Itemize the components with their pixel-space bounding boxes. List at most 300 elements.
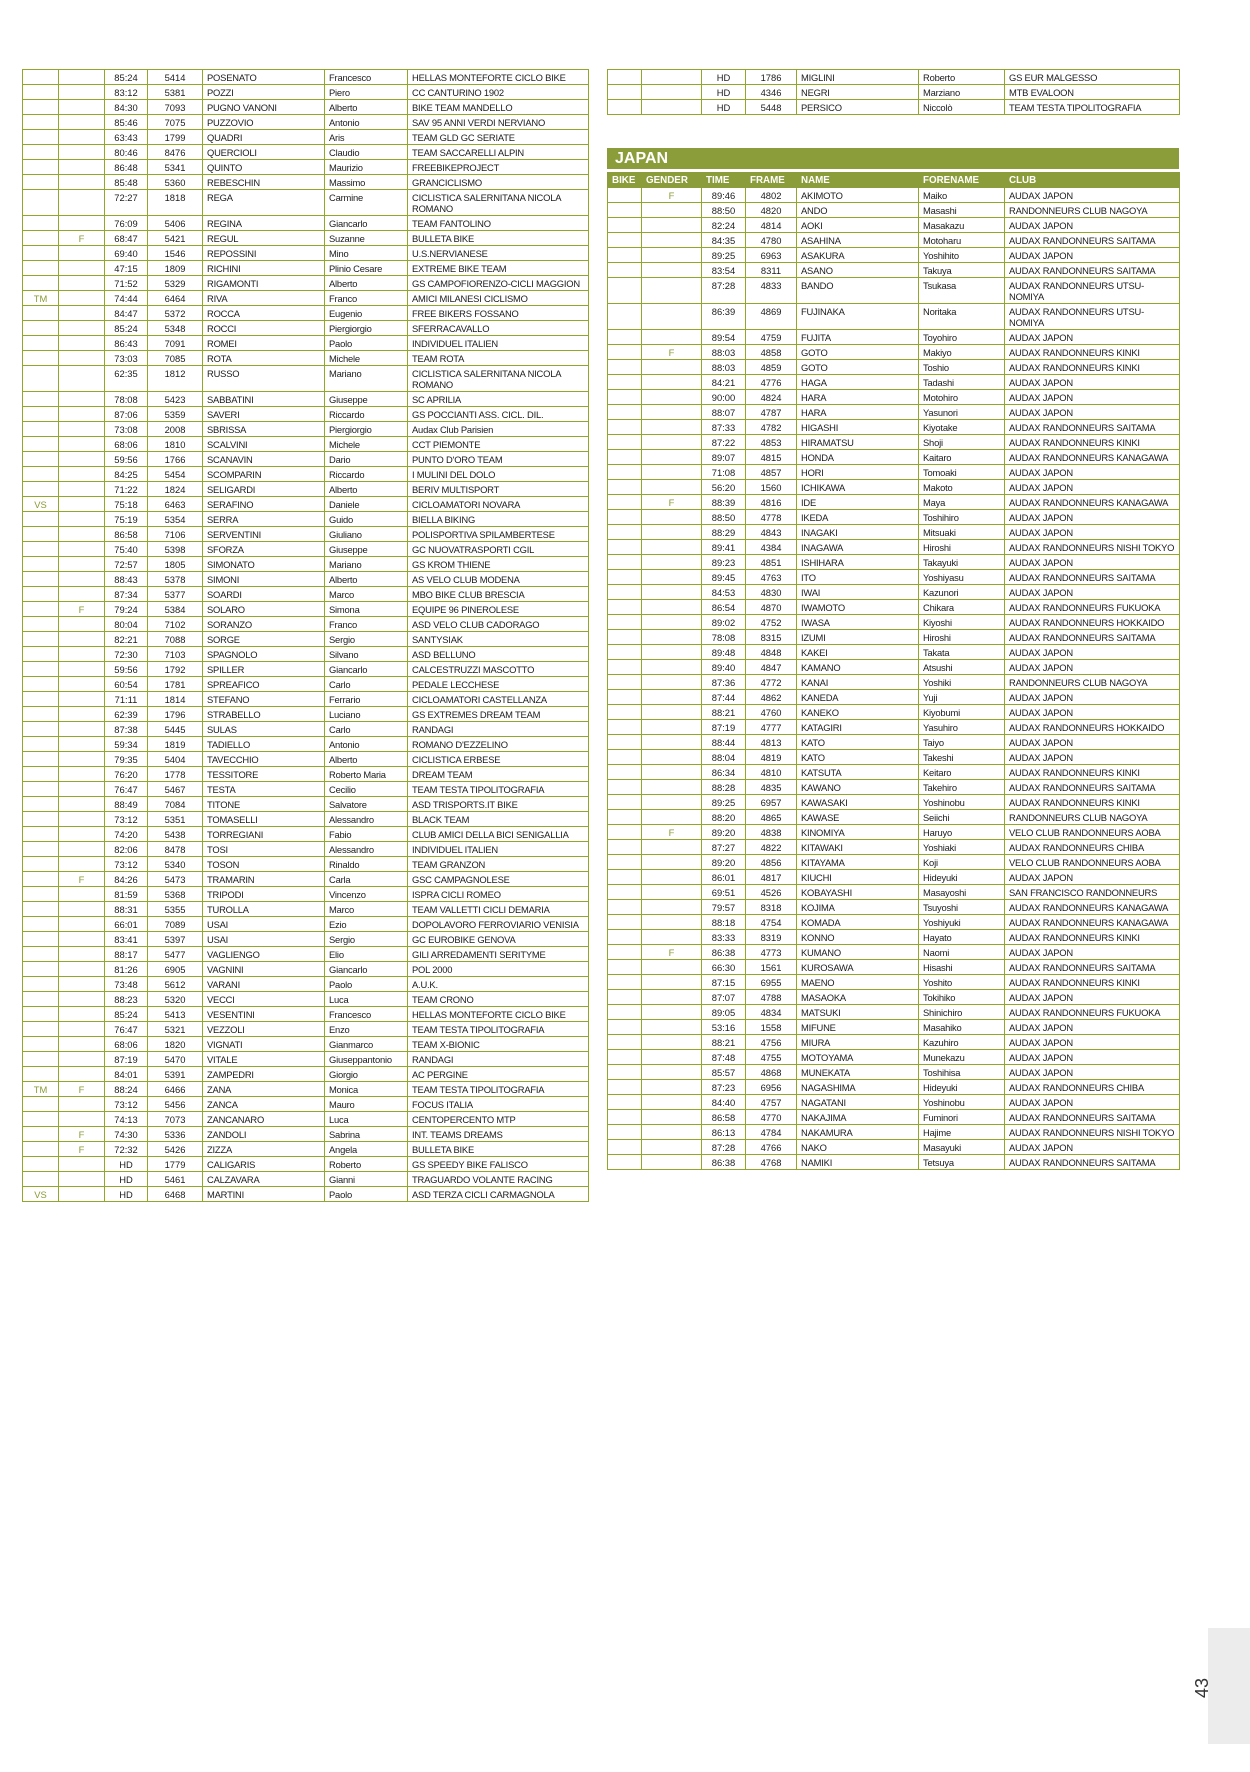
cell-frame: 1766 (148, 452, 203, 467)
cell-name: CALZAVARA (203, 1172, 325, 1187)
cell-forename: Claudio (325, 145, 408, 160)
cell-frame: 6466 (148, 1082, 203, 1097)
table-row (608, 330, 1180, 345)
table-row (23, 497, 589, 512)
cell-forename: Keitaro (919, 765, 1005, 780)
cell-club: TEAM TESTA TIPOLITOGRAFIA (408, 1022, 589, 1037)
cell-forename: Niccolò (919, 100, 1005, 115)
cell-forename: Angela (325, 1142, 408, 1157)
cell-name: TAVECCHIO (203, 752, 325, 767)
cell-frame: 5473 (148, 872, 203, 887)
cell-frame: 8318 (746, 900, 797, 915)
cell-frame: 4856 (746, 855, 797, 870)
table-row (23, 231, 589, 246)
table-row (23, 662, 589, 677)
cell-bike (23, 276, 59, 291)
table-row (23, 1067, 589, 1082)
table-row (23, 722, 589, 737)
cell-name: KAMANO (797, 660, 919, 675)
table-row (23, 130, 589, 145)
table-row (23, 216, 589, 231)
cell-club: CLUB AMICI DELLA BICI SENIGALLIA (408, 827, 589, 842)
cell-time: 87:28 (702, 1140, 746, 1155)
cell-gender (642, 1110, 702, 1125)
cell-gender (642, 100, 702, 115)
cell-name: SCALVINI (203, 437, 325, 452)
cell-gender (59, 857, 105, 872)
cell-time: 86:13 (702, 1125, 746, 1140)
cell-forename: Toshihisa (919, 1065, 1005, 1080)
cell-club: GS KROM THIENE (408, 557, 589, 572)
cell-name: POZZI (203, 85, 325, 100)
cell-time: 85:24 (105, 1007, 148, 1022)
cell-bike (23, 1127, 59, 1142)
cell-bike (608, 1065, 642, 1080)
cell-name: SORANZO (203, 617, 325, 632)
table-row (23, 246, 589, 261)
cell-bike (23, 145, 59, 160)
cell-bike (608, 1035, 642, 1050)
cell-club: ISPRA CICLI ROMEO (408, 887, 589, 902)
cell-gender (642, 1035, 702, 1050)
cell-frame: 4820 (746, 203, 797, 218)
cell-frame: 7102 (148, 617, 203, 632)
cell-name: ZIZZA (203, 1142, 325, 1157)
cell-frame: 5360 (148, 175, 203, 190)
cell-name: ZANCA (203, 1097, 325, 1112)
cell-bike (23, 767, 59, 782)
cell-club: INDIVIDUEL ITALIEN (408, 842, 589, 857)
cell-forename: Rinaldo (325, 857, 408, 872)
table-row (23, 175, 589, 190)
cell-frame: 4759 (746, 330, 797, 345)
cell-frame: 1560 (746, 480, 797, 495)
cell-name: MUNEKATA (797, 1065, 919, 1080)
cell-frame: 7085 (148, 351, 203, 366)
cell-frame: 6468 (148, 1187, 203, 1202)
cell-gender (59, 542, 105, 557)
cell-time: 89:25 (702, 795, 746, 810)
table-row (23, 115, 589, 130)
table-row (23, 917, 589, 932)
cell-frame: 4760 (746, 705, 797, 720)
cell-forename: Alberto (325, 482, 408, 497)
cell-bike (608, 960, 642, 975)
table-row (23, 1052, 589, 1067)
cell-name: TOMASELLI (203, 812, 325, 827)
cell-bike (608, 420, 642, 435)
cell-gender (642, 1140, 702, 1155)
cell-name: REGINA (203, 216, 325, 231)
cell-frame: 4833 (746, 278, 797, 304)
cell-bike (23, 842, 59, 857)
cell-name: KOMADA (797, 915, 919, 930)
cell-bike (23, 752, 59, 767)
table-row (608, 945, 1180, 960)
cell-frame: 7089 (148, 917, 203, 932)
cell-gender (59, 587, 105, 602)
cell-name: REGA (203, 190, 325, 216)
cell-bike (23, 366, 59, 392)
cell-forename: Carmine (325, 190, 408, 216)
cell-frame: 4858 (746, 345, 797, 360)
cell-frame: 6955 (746, 975, 797, 990)
cell-gender (642, 70, 702, 85)
cell-time: 83:12 (105, 85, 148, 100)
table-row (608, 1140, 1180, 1155)
table-row (23, 827, 589, 842)
cell-frame: 1792 (148, 662, 203, 677)
cell-time: 71:22 (105, 482, 148, 497)
cell-name: FUJINAKA (797, 304, 919, 330)
cell-time: 84:26 (105, 872, 148, 887)
cell-club: AUDAX JAPON (1005, 1140, 1180, 1155)
cell-time: 59:34 (105, 737, 148, 752)
cell-frame: 4838 (746, 825, 797, 840)
cell-frame: 4763 (746, 570, 797, 585)
cell-forename: Marziano (919, 85, 1005, 100)
table-row (608, 930, 1180, 945)
cell-forename: Mitsuaki (919, 525, 1005, 540)
cell-frame: 8476 (148, 145, 203, 160)
cell-name: SOARDI (203, 587, 325, 602)
table-row (608, 345, 1180, 360)
cell-frame: 5351 (148, 812, 203, 827)
cell-name: REBESCHIN (203, 175, 325, 190)
table-row (23, 932, 589, 947)
cell-name: MIURA (797, 1035, 919, 1050)
table-row (608, 750, 1180, 765)
cell-frame: 4822 (746, 840, 797, 855)
table-row (608, 525, 1180, 540)
cell-time: 88:07 (702, 405, 746, 420)
cell-frame: 4853 (746, 435, 797, 450)
cell-bike (23, 392, 59, 407)
cell-club: TEAM TESTA TIPOLITOGRAFIA (408, 1082, 589, 1097)
cell-gender: F (59, 1127, 105, 1142)
cell-gender (642, 510, 702, 525)
cell-forename: Hiroshi (919, 540, 1005, 555)
cell-forename: Yoshiki (919, 675, 1005, 690)
cell-time: 88:28 (702, 780, 746, 795)
cell-forename: Yasunori (919, 405, 1005, 420)
cell-name: KANAI (797, 675, 919, 690)
cell-time: 83:41 (105, 932, 148, 947)
cell-frame: 1558 (746, 1020, 797, 1035)
cell-gender (59, 557, 105, 572)
cell-club: AUDAX RANDONNEURS FUKUOKA (1005, 1005, 1180, 1020)
cell-bike (608, 248, 642, 263)
cell-bike (23, 1022, 59, 1037)
cell-name: MASAOKA (797, 990, 919, 1005)
cell-name: QUADRI (203, 130, 325, 145)
cell-frame: 7093 (148, 100, 203, 115)
cell-club: EXTREME BIKE TEAM (408, 261, 589, 276)
cell-bike (23, 617, 59, 632)
cell-time: 89:45 (702, 570, 746, 585)
cell-name: ZANA (203, 1082, 325, 1097)
cell-time: 72:27 (105, 190, 148, 216)
table-row (23, 647, 589, 662)
cell-club: GSC CAMPAGNOLESE (408, 872, 589, 887)
cell-name: IWAI (797, 585, 919, 600)
cell-gender (59, 422, 105, 437)
cell-forename: Yoshiyuki (919, 915, 1005, 930)
cell-gender (642, 870, 702, 885)
cell-gender (642, 900, 702, 915)
cell-time: 63:43 (105, 130, 148, 145)
cell-time: 76:20 (105, 767, 148, 782)
cell-club: AUDAX RANDONNEURS SAITAMA (1005, 1110, 1180, 1125)
cell-bike (23, 351, 59, 366)
cell-frame: 5340 (148, 857, 203, 872)
cell-club: GS SPEEDY BIKE FALISCO (408, 1157, 589, 1172)
cell-club: AUDAX JAPON (1005, 465, 1180, 480)
cell-forename: Eugenio (325, 306, 408, 321)
cell-forename: Vincenzo (325, 887, 408, 902)
table-row (23, 1187, 589, 1202)
cell-forename: Plinio Cesare (325, 261, 408, 276)
cell-club: AUDAX JAPON (1005, 735, 1180, 750)
cell-club: TRAGUARDO VOLANTE RACING (408, 1172, 589, 1187)
cell-bike (23, 306, 59, 321)
cell-frame: 4817 (746, 870, 797, 885)
cell-forename: Giuseppe (325, 542, 408, 557)
table-row (23, 992, 589, 1007)
cell-club: AUDAX RANDONNEURS KINKI (1005, 345, 1180, 360)
cell-bike (608, 705, 642, 720)
cell-club: ROMANO D'EZZELINO (408, 737, 589, 752)
table-row (23, 366, 589, 392)
cell-frame: 4859 (746, 360, 797, 375)
cell-club: SFERRACAVALLO (408, 321, 589, 336)
cell-name: KATO (797, 750, 919, 765)
cell-name: KAWASE (797, 810, 919, 825)
cell-forename: Alberto (325, 276, 408, 291)
table-row (23, 145, 589, 160)
cell-bike (23, 542, 59, 557)
table-row (608, 1125, 1180, 1140)
cell-club: AUDAX RANDONNEURS KANAGAWA (1005, 915, 1180, 930)
cell-frame: 5414 (148, 70, 203, 85)
table-row (608, 480, 1180, 495)
cell-frame: 4815 (746, 450, 797, 465)
cell-name: VAGLIENGO (203, 947, 325, 962)
cell-time: 85:48 (105, 175, 148, 190)
cell-forename: Makiyo (919, 345, 1005, 360)
cell-time: HD (702, 85, 746, 100)
cell-gender (642, 645, 702, 660)
cell-time: 88:03 (702, 345, 746, 360)
table-row (23, 321, 589, 336)
cell-gender (59, 1022, 105, 1037)
cell-name: RUSSO (203, 366, 325, 392)
cell-bike: TM (23, 291, 59, 306)
cell-time: 68:06 (105, 1037, 148, 1052)
cell-club: AUDAX JAPON (1005, 405, 1180, 420)
cell-forename: Tsuyoshi (919, 900, 1005, 915)
cell-forename: Tsukasa (919, 278, 1005, 304)
cell-club: AMICI MILANESI CICLISMO (408, 291, 589, 306)
cell-forename: Sergio (325, 632, 408, 647)
cell-name: MAENO (797, 975, 919, 990)
cell-forename: Fabio (325, 827, 408, 842)
table-row (608, 1005, 1180, 1020)
cell-frame: 7075 (148, 115, 203, 130)
cell-name: REPOSSINI (203, 246, 325, 261)
cell-club: GC EUROBIKE GENOVA (408, 932, 589, 947)
table-row (608, 675, 1180, 690)
cell-frame: 5341 (148, 160, 203, 175)
cell-club: SAV 95 ANNI VERDI NERVIANO (408, 115, 589, 130)
cell-bike (23, 572, 59, 587)
cell-forename: Yoshinobu (919, 1095, 1005, 1110)
cell-bike (608, 840, 642, 855)
cell-frame: 7084 (148, 797, 203, 812)
cell-forename: Massimo (325, 175, 408, 190)
cell-name: TESSITORE (203, 767, 325, 782)
cell-name: CALIGARIS (203, 1157, 325, 1172)
cell-bike (608, 630, 642, 645)
cell-name: QUERCIOLI (203, 145, 325, 160)
cell-name: NEGRI (797, 85, 919, 100)
cell-gender (642, 85, 702, 100)
cell-gender (59, 782, 105, 797)
cell-gender (642, 450, 702, 465)
cell-forename: Salvatore (325, 797, 408, 812)
cell-name: ASAKURA (797, 248, 919, 263)
cell-club: PUNTO D'ORO TEAM (408, 452, 589, 467)
cell-name: KANEKO (797, 705, 919, 720)
cell-club: AUDAX RANDONNEURS FUKUOKA (1005, 600, 1180, 615)
cell-bike (23, 722, 59, 737)
cell-name: ICHIKAWA (797, 480, 919, 495)
cell-club: BIELLA BIKING (408, 512, 589, 527)
cell-forename: Gianmarco (325, 1037, 408, 1052)
cell-bike (23, 902, 59, 917)
cell-gender (59, 306, 105, 321)
cell-forename: Aris (325, 130, 408, 145)
cell-gender (59, 767, 105, 782)
cell-club: AUDAX JAPON (1005, 1035, 1180, 1050)
cell-frame: 4526 (746, 885, 797, 900)
cell-name: MOTOYAMA (797, 1050, 919, 1065)
cell-gender (642, 1005, 702, 1020)
cell-gender (642, 218, 702, 233)
cell-time: 60:54 (105, 677, 148, 692)
cell-name: REGUL (203, 231, 325, 246)
cell-frame: 4776 (746, 375, 797, 390)
cell-club: HELLAS MONTEFORTE CICLO BIKE (408, 70, 589, 85)
cell-time: 72:32 (105, 1142, 148, 1157)
cell-bike (23, 887, 59, 902)
table-row (23, 351, 589, 366)
cell-forename: Sabrina (325, 1127, 408, 1142)
cell-time: 85:24 (105, 321, 148, 336)
cell-time: 68:47 (105, 231, 148, 246)
cell-gender (59, 887, 105, 902)
table-row (23, 767, 589, 782)
header-bike: BIKE (608, 173, 642, 188)
cell-name: ZAMPEDRI (203, 1067, 325, 1082)
cell-forename: Makoto (919, 480, 1005, 495)
cell-gender (59, 160, 105, 175)
cell-gender (59, 512, 105, 527)
cell-name: HIRAMATSU (797, 435, 919, 450)
cell-forename: Masayoshi (919, 885, 1005, 900)
cell-club: TEAM GLD GC SERIATE (408, 130, 589, 145)
cell-bike (608, 1080, 642, 1095)
cell-forename: Masayuki (919, 1140, 1005, 1155)
results-table-japan (607, 172, 1180, 1170)
cell-time: 85:57 (702, 1065, 746, 1080)
table-row (23, 617, 589, 632)
cell-bike (608, 278, 642, 304)
cell-frame: 4862 (746, 690, 797, 705)
cell-time: 74:30 (105, 1127, 148, 1142)
cell-bike (23, 932, 59, 947)
table-row (23, 1007, 589, 1022)
cell-time: 69:40 (105, 246, 148, 261)
cell-club: TEAM SACCARELLI ALPIN (408, 145, 589, 160)
cell-club: RANDONNEURS CLUB NAGOYA (1005, 675, 1180, 690)
table-row (608, 810, 1180, 825)
cell-frame: 4870 (746, 600, 797, 615)
cell-club: RANDONNEURS CLUB NAGOYA (1005, 810, 1180, 825)
cell-forename: Atsushi (919, 660, 1005, 675)
header-frame: FRAME (746, 173, 797, 188)
cell-name: ITO (797, 570, 919, 585)
cell-gender (642, 1155, 702, 1170)
cell-gender (642, 735, 702, 750)
cell-name: SULAS (203, 722, 325, 737)
cell-name: NAGASHIMA (797, 1080, 919, 1095)
cell-forename: Toshihiro (919, 510, 1005, 525)
cell-club: CICLOAMATORI CASTELLANZA (408, 692, 589, 707)
cell-bike (608, 188, 642, 203)
table-row (23, 1097, 589, 1112)
cell-forename: Luciano (325, 707, 408, 722)
cell-bike (608, 585, 642, 600)
cell-time: 86:43 (105, 336, 148, 351)
cell-bike (608, 720, 642, 735)
cell-gender (59, 932, 105, 947)
cell-forename: Giorgio (325, 1067, 408, 1082)
cell-time: 81:26 (105, 962, 148, 977)
table-row (608, 630, 1180, 645)
cell-forename: Tokihiko (919, 990, 1005, 1005)
table-row (608, 555, 1180, 570)
cell-club: AUDAX RANDONNEURS KANAGAWA (1005, 900, 1180, 915)
table-row (23, 1172, 589, 1187)
cell-frame: 1799 (148, 130, 203, 145)
cell-forename: Francesco (325, 1007, 408, 1022)
table-row (23, 392, 589, 407)
table-row (608, 1065, 1180, 1080)
cell-club: AUDAX RANDONNEURS HOKKAIDO (1005, 720, 1180, 735)
cell-forename: Sergio (325, 932, 408, 947)
cell-time: 86:48 (105, 160, 148, 175)
cell-name: SERRA (203, 512, 325, 527)
results-table-italy-continued (22, 69, 589, 1202)
cell-name: ASANO (797, 263, 919, 278)
cell-forename: Simona (325, 602, 408, 617)
cell-club: AUDAX JAPON (1005, 555, 1180, 570)
cell-bike (608, 975, 642, 990)
table-row (23, 70, 589, 85)
table-row (23, 842, 589, 857)
cell-frame: 5378 (148, 572, 203, 587)
